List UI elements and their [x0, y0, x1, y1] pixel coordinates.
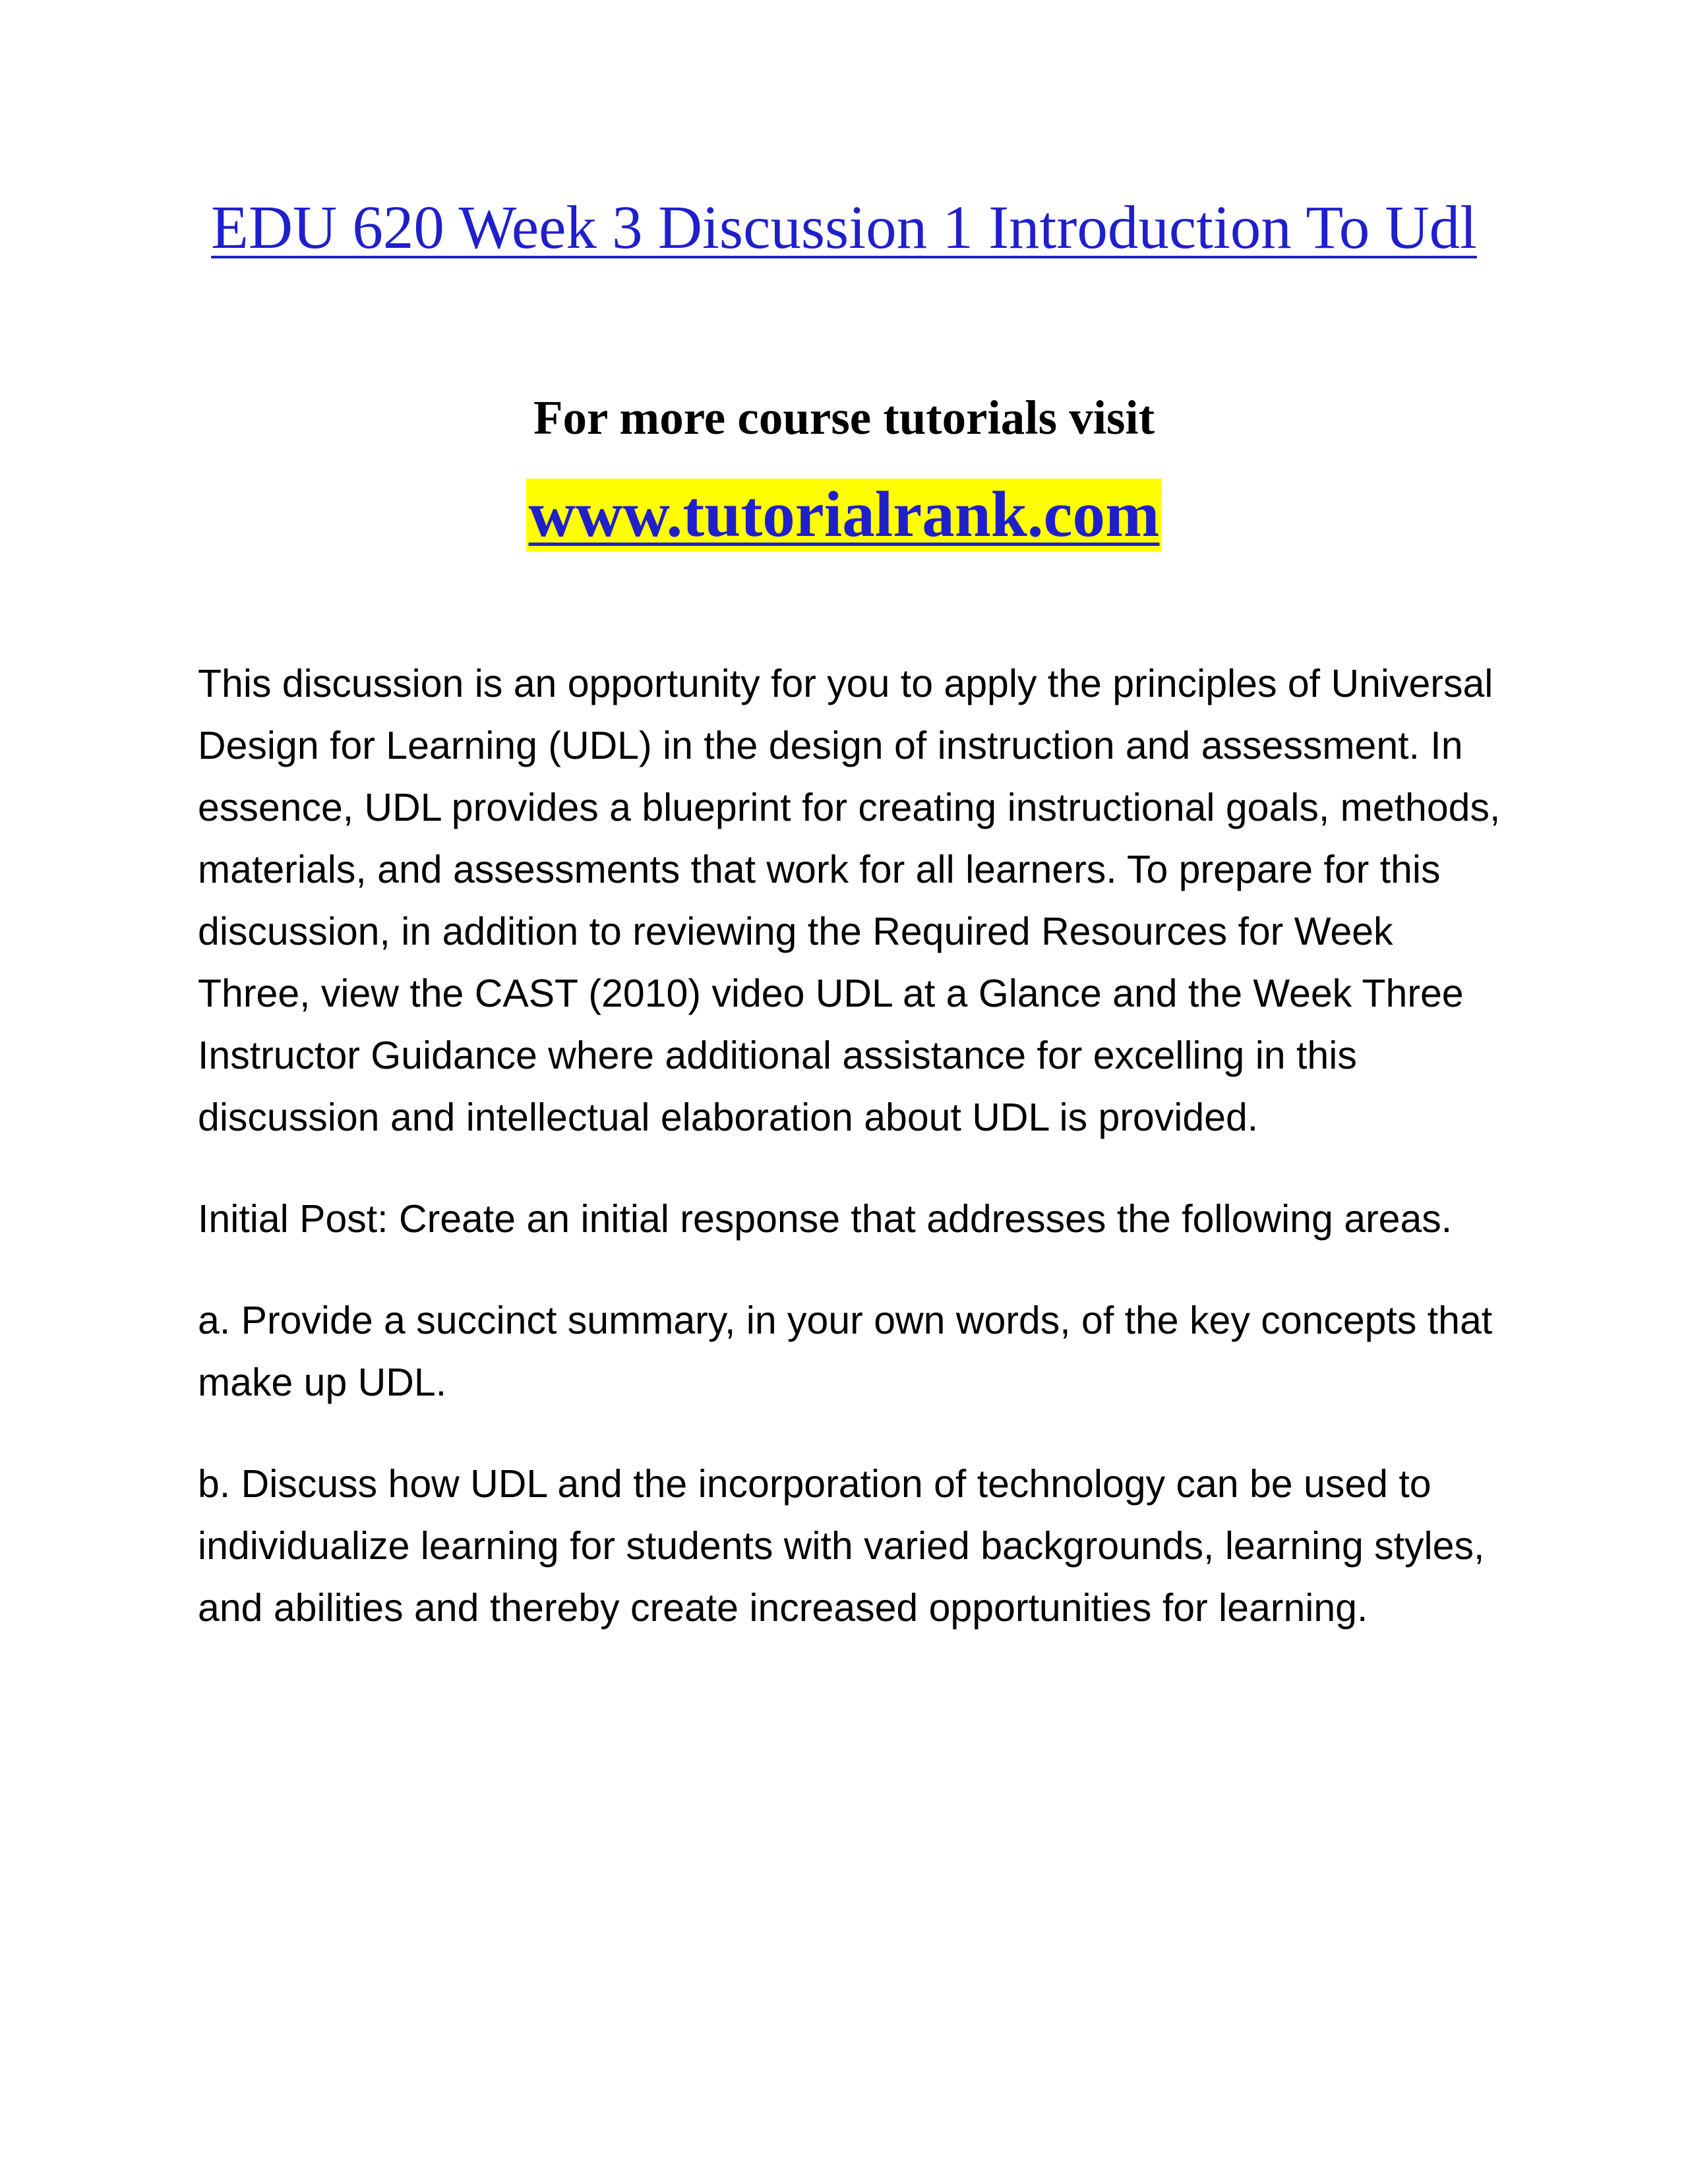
title-block [0, 191, 1688, 265]
paragraph-item-b: b. Discuss how UDL and the incorporation of technology can be used to individualize learning for students with varied backgrounds, learning styles, and abilities and thereby create increased opportunities for learning. [198, 1462, 1485, 1630]
promo-block [0, 389, 1688, 447]
promo-text: For more course tutorials visit [533, 391, 1155, 444]
paragraph-item-a: a. Provide a succinct summary, in your own words, of the key concepts that make up UDL. [198, 1299, 1493, 1404]
paragraph-intro: This discussion is an opportunity for you to apply the principles of Universal Design for Learning (UDL) in the design of instruction and assessment. In essence, UDL provides a blueprint for creating instructional goals, methods, materials, and assessments that work for all learners. To prepare for this discussion, in addition to reviewing the Required Resources for Week Three, view the CAST (2010) video UDL at a Glance and the Week Three Instructor Guidance where additional assistance for excelling in this discussion and intellectual elaboration about UDL is provided. [198, 662, 1501, 1139]
promo-link[interactable]: www.tutorialrank.com [526, 479, 1162, 552]
document-title-link[interactable]: EDU 620 Week 3 Discussion 1 Introduction To Udl [211, 194, 1477, 262]
document-body [198, 653, 1510, 1678]
paragraph-initial-post: Initial Post: Create an initial response that addresses the following areas. [198, 1197, 1453, 1241]
promo-link-block [0, 479, 1688, 552]
